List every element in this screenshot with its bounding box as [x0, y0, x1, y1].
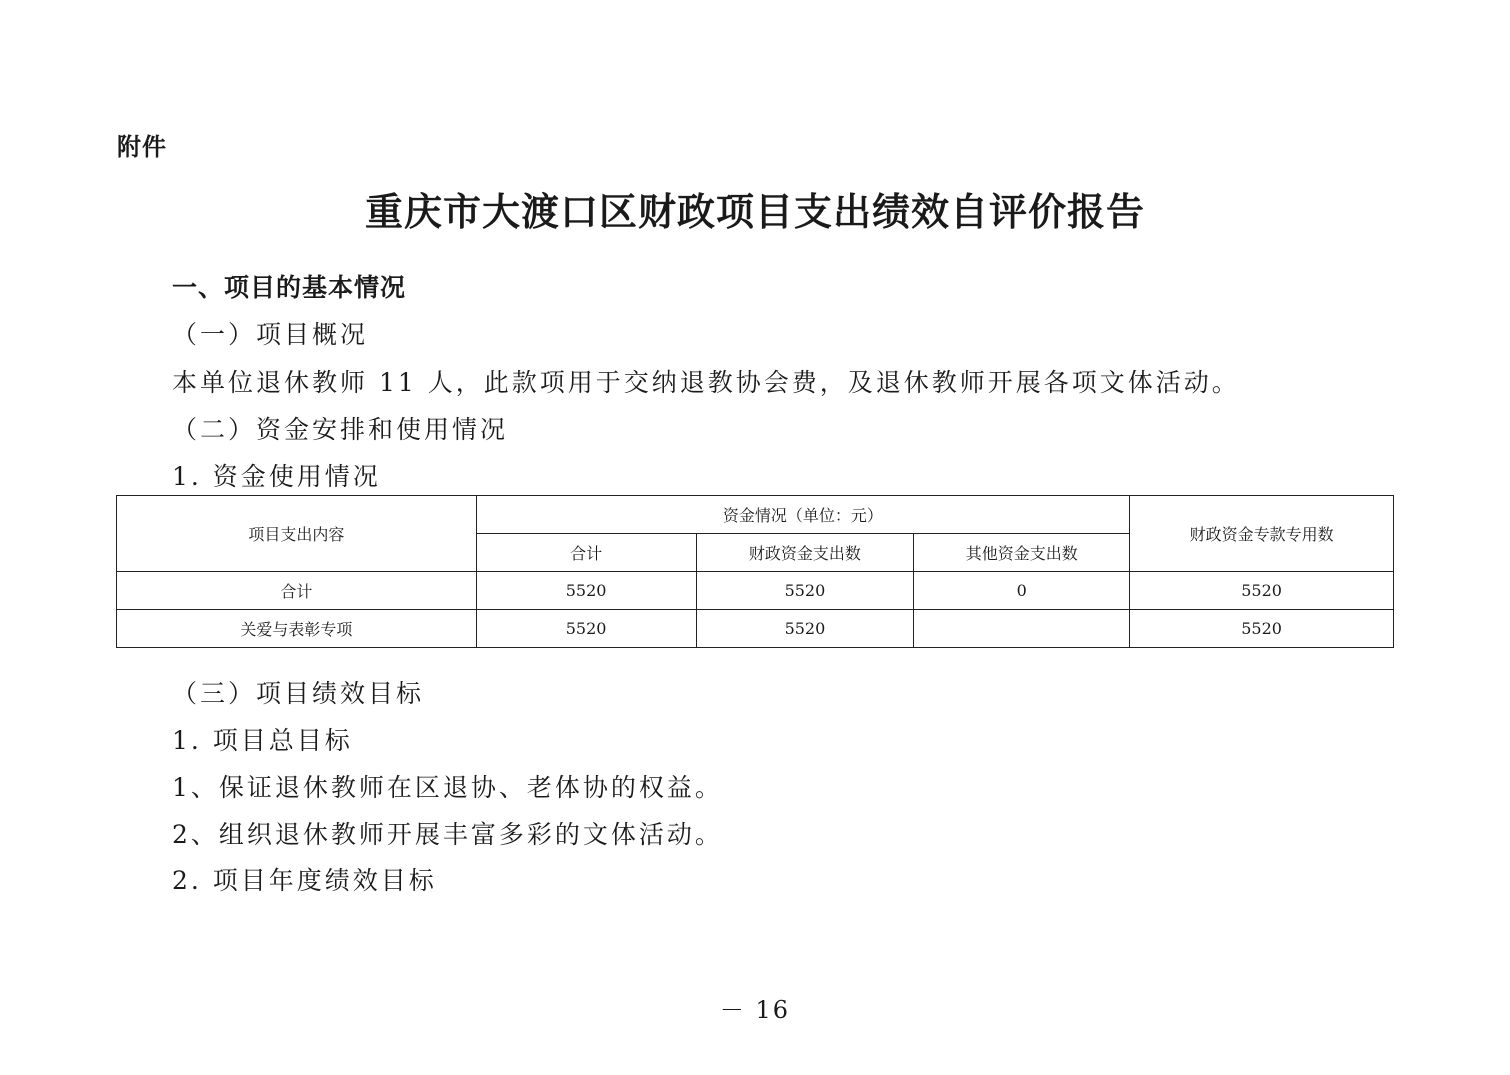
subsection-heading-funds: （二）资金安排和使用情况: [172, 415, 509, 444]
goal-item-2: 2、组织退休教师开展丰富多彩的文体活动。: [172, 820, 723, 849]
page-title: 重庆市大渡口区财政项目支出绩效自评价报告: [364, 189, 1145, 234]
cell-fiscal: 5520: [696, 572, 914, 610]
annual-goal-label: 2. 项目年度绩效目标: [172, 866, 437, 895]
header-special: 财政资金专款专用数: [1130, 496, 1394, 572]
cell-name: 合计: [117, 572, 477, 610]
cell-fiscal: 5520: [696, 610, 914, 648]
funds-table: [116, 495, 1394, 648]
overview-paragraph: 本单位退休教师 11 人，此款项用于交纳退教协会费，及退休教师开展各项文体活动。: [172, 368, 1240, 397]
goal-item-1: 1、保证退休教师在区退协、老体协的权益。: [172, 773, 723, 802]
cell-name: 关爱与表彰专项: [117, 610, 477, 648]
cell-other: [914, 610, 1130, 648]
table-header-row: [117, 496, 1394, 534]
header-total: 合计: [476, 534, 696, 572]
header-other: 其他资金支出数: [914, 534, 1130, 572]
cell-other: 0: [914, 572, 1130, 610]
funds-usage-label: 1. 资金使用情况: [172, 462, 381, 491]
header-content: 项目支出内容: [117, 496, 477, 572]
table-row: [117, 572, 1394, 610]
cell-total: 5520: [476, 610, 696, 648]
header-fiscal: 财政资金支出数: [696, 534, 914, 572]
cell-total: 5520: [476, 572, 696, 610]
overall-goal-label: 1. 项目总目标: [172, 726, 353, 755]
cell-special: 5520: [1130, 572, 1394, 610]
section-heading-basic-info: 一、项目的基本情况: [172, 273, 407, 302]
table-row: [117, 610, 1394, 648]
page-number: － 16: [719, 996, 791, 1024]
subsection-heading-goals: （三）项目绩效目标: [172, 679, 425, 708]
header-funds-group: 资金情况（单位：元）: [476, 496, 1129, 534]
subsection-heading-overview: （一）项目概况: [172, 320, 369, 349]
attachment-label: 附件: [117, 133, 167, 161]
cell-special: 5520: [1130, 610, 1394, 648]
